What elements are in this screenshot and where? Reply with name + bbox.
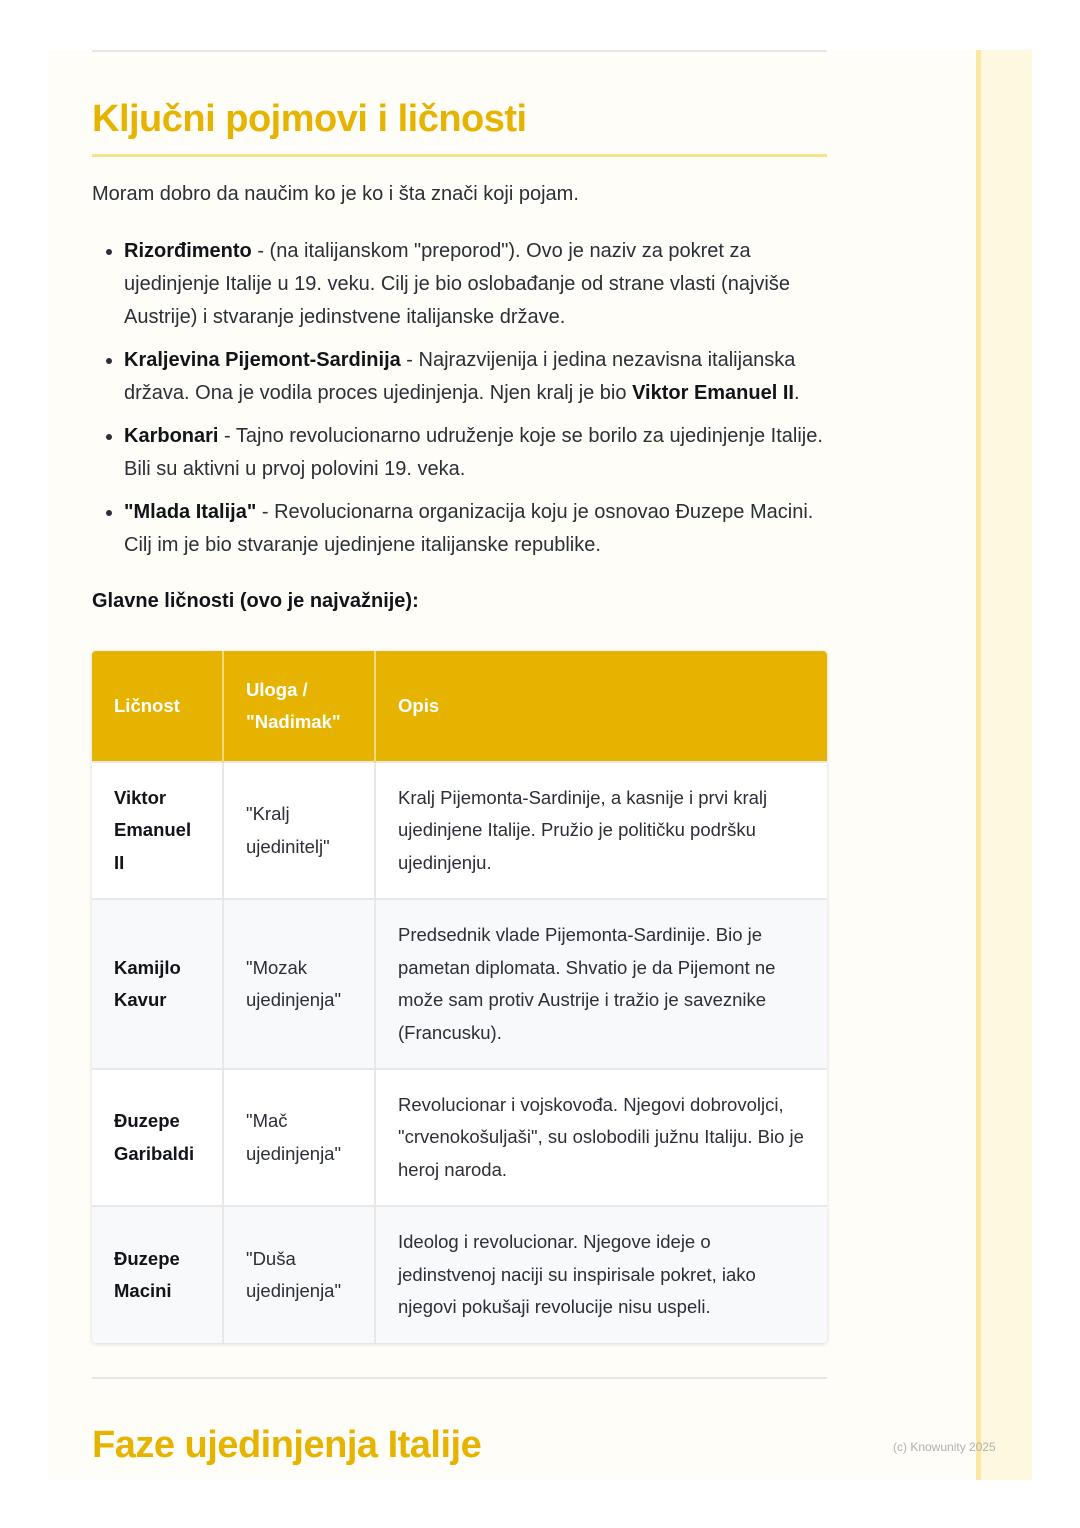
table-row [92,1069,827,1206]
term-text: - Najrazvijenija i jedina nezavisna italijanska država. Ona je vodila proces ujedinjenja. Njen kralj je bio [124,349,796,404]
title-underline [92,154,827,157]
cell-role: "Mač ujedinjenja" [223,1069,375,1206]
intro-paragraph: Moram dobro da naučim ko je ko i šta znači koji pojam. [92,183,579,205]
terms-list [92,235,829,572]
term-bold-tail: Viktor Emanuel II [632,382,794,404]
cell-name: Kamijlo Kavur [92,899,223,1069]
term-label: Karbonari [124,425,219,447]
side-strip [976,50,1032,1480]
table-row [92,762,827,899]
cell-name: Viktor Emanuel II [92,762,223,899]
list-item [124,235,829,334]
table-header-row [92,651,827,762]
content-column [92,50,827,1466]
section-header [92,1424,481,1467]
table-heading: Glavne ličnosti (ovo je najvažnije): [92,590,419,612]
cell-description: Ideolog i revolucionar. Njegove ideje o jedinstvenoj naciji su inspirisale pokret, iako njegovi pokušaji revolucije nisu uspeli. [375,1206,827,1343]
list-item [124,496,829,562]
column-header-person: Ličnost [92,651,223,762]
term-label: "Mlada Italija" [124,501,257,523]
copyright-watermark: (c) Knowunity 2025 [893,1440,996,1454]
side-accent-line [976,50,981,1480]
term-text: - (na italijanskom "preporod"). Ovo je naziv za pokret za ujedinjenje Italije u 19. veku. Cilj je bio oslobađanje od strane vlasti (najviše Austrije) i stvaranje jedinstvene italijanske države. [124,240,790,328]
table-row [92,1206,827,1343]
cell-name: Đuzepe Garibaldi [92,1069,223,1206]
term-end: . [793,382,800,404]
cell-description: Predsednik vlade Pijemonta-Sardinije. Bio je pametan diplomata. Shvatio je da Pijemont ne može sam protiv Austrije i tražio je saveznike (Francusku). [375,899,827,1069]
section-title: Faze ujedinjenja Italije [92,1424,482,1466]
cell-role: "Kralj ujedinitelj" [223,762,375,899]
list-item [124,420,829,486]
cell-description: Kralj Pijemonta-Sardinije, a kasnije i prvi kralj ujedinjene Italije. Pružio je političku podršku ujedinjenju. [375,762,827,899]
cell-description: Revolucionar i vojskovođa. Njegovi dobrovoljci, "crvenokošuljaši", su oslobodili južnu Italiju. Bio je heroj naroda. [375,1069,827,1206]
cell-role: "Duša ujedinjenja" [223,1206,375,1343]
section-title: Ključni pojmovi i ličnosti [92,98,527,140]
term-text: - Revolucionarna organizacija koju je osnovao Đuzepe Macini. Cilj im je bio stvaranje ujedinjene italijanske republike. [124,501,814,556]
term-text: - Tajno revolucionarno udruženje koje se borilo za ujedinjenje Italije. Bili su aktivni u prvoj polovini 19. veka. [124,425,823,480]
list-item [124,344,829,410]
cell-role: "Mozak ujedinjenja" [223,899,375,1069]
persons-table-wrapper [92,651,827,1343]
term-label: Rizorđimento [124,240,252,262]
section-divider [92,1377,827,1379]
column-header-role: Uloga / "Nadimak" [223,651,375,762]
column-header-description: Opis [375,651,827,762]
term-label: Kraljevina Pijemont-Sardinija [124,349,401,371]
persons-table [92,651,827,1343]
top-divider [92,50,827,52]
cell-name: Đuzepe Macini [92,1206,223,1343]
table-row [92,899,827,1069]
section-header [92,98,527,141]
